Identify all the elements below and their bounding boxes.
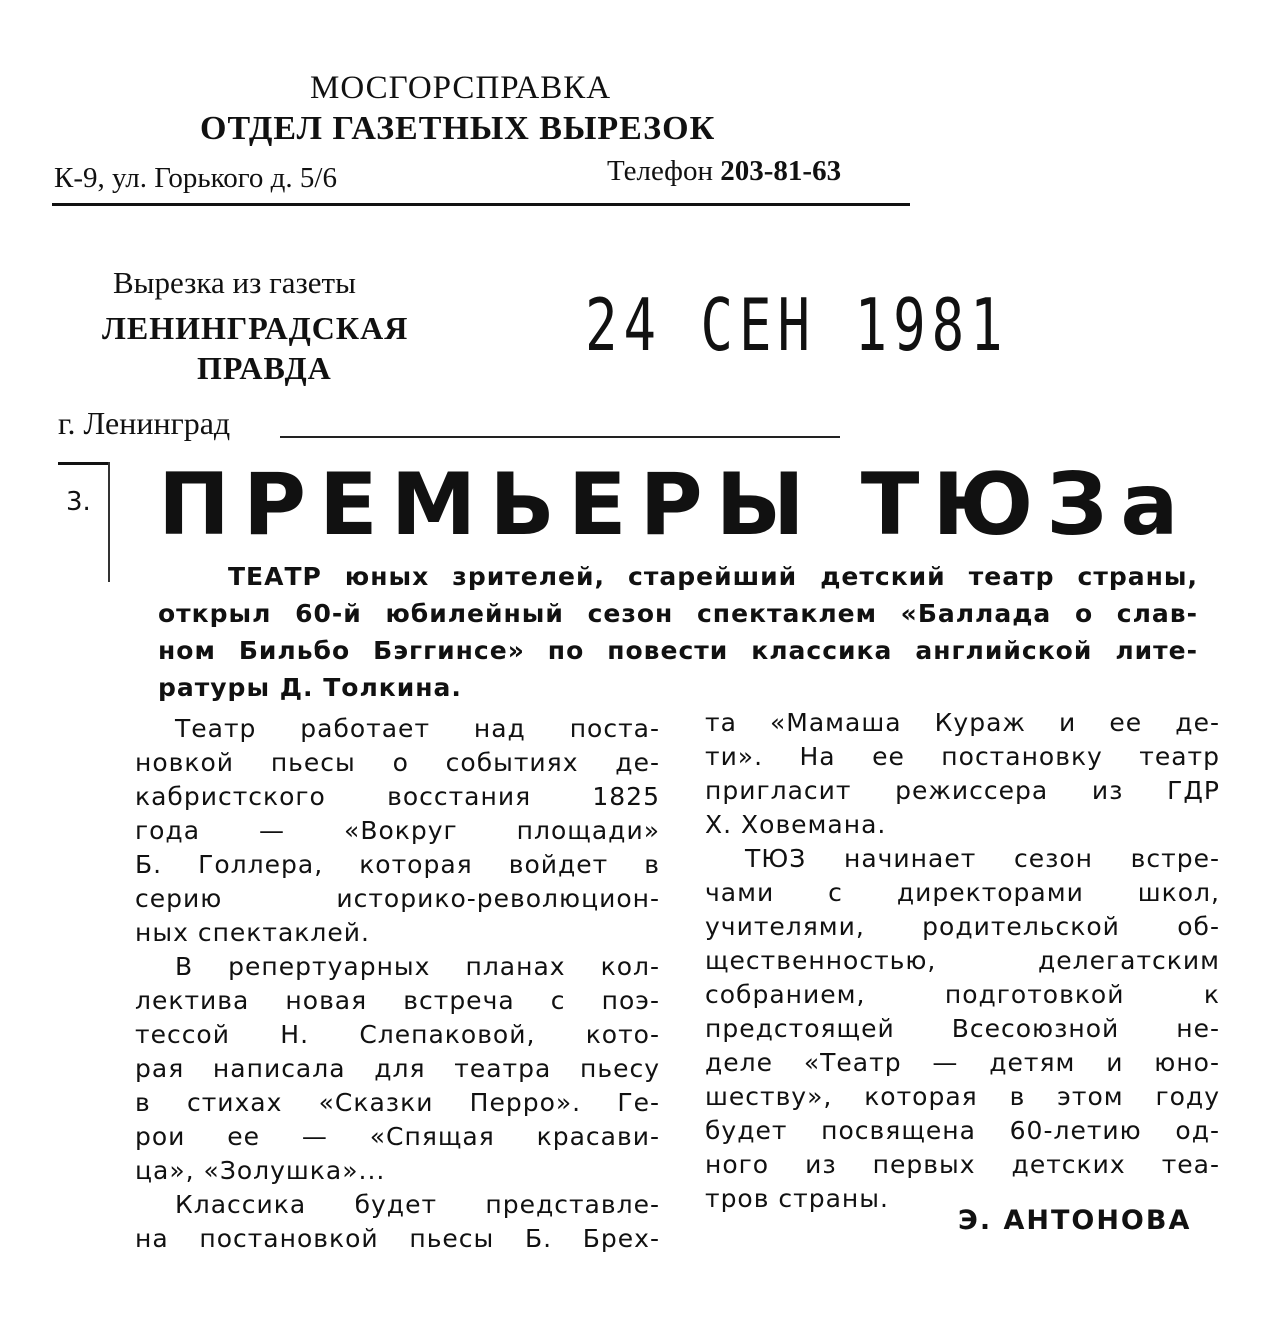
body-line: чами с директорами школ,	[705, 878, 1220, 907]
body-line: Театр работает над поста-	[175, 714, 660, 743]
newspaper-name-line1: ЛЕНИНГРАДСКАЯ	[102, 310, 409, 346]
body-line: та «Мамаша Кураж и ее де-	[705, 708, 1220, 737]
newspaper-name-line2: ПРАВДА	[197, 350, 332, 386]
article-column-right	[705, 706, 1220, 1216]
article-lead	[158, 558, 1198, 706]
body-line: ного из первых детских теа-	[705, 1150, 1220, 1179]
agency-address: К-9, ул. Горького д. 5/6	[54, 162, 337, 194]
header-divider	[52, 203, 910, 206]
body-line: новкой пьесы о событиях де-	[135, 748, 660, 777]
body-line: рая написала для театра пьесу	[135, 1054, 660, 1083]
lead-line: открыл 60-й юбилейный сезон спектаклем «Баллада о слав-	[158, 599, 1198, 628]
body-line: ных спектаклей.	[135, 918, 370, 947]
body-line: тессой Н. Слепаковой, кото-	[135, 1020, 660, 1049]
body-line: на постановкой пьесы Б. Брех-	[135, 1224, 660, 1253]
clipping-edge	[108, 462, 110, 582]
city-underline	[280, 436, 840, 438]
department-name: ОТДЕЛ ГАЗЕТНЫХ ВЫРЕЗОК	[200, 110, 716, 147]
article-signature: Э. АНТОНОВА	[958, 1205, 1192, 1236]
body-line: В репертуарных планах кол-	[175, 952, 660, 981]
body-line: собранием, подготовкой к	[705, 980, 1220, 1009]
body-line: рои ее — «Спящая красави-	[135, 1122, 660, 1151]
body-line: тров страны.	[705, 1184, 889, 1213]
body-line: Классика будет представле-	[175, 1190, 660, 1219]
lead-line: ратуры Д. Толкина.	[158, 673, 462, 702]
body-line: Б. Голлера, которая войдет в	[135, 850, 660, 879]
body-line: ти». На ее постановку театр	[705, 742, 1220, 771]
agency-name: МОСГОРСПРАВКА	[310, 70, 612, 106]
agency-phone	[607, 155, 841, 188]
body-line: Х. Ховемана.	[705, 810, 887, 839]
article-column-left	[135, 712, 660, 1256]
body-line: предстоящей Всесоюзной не-	[705, 1014, 1220, 1043]
lead-line: ном Бильбо Бэггинсе» по повести классика английской лите-	[158, 636, 1198, 665]
date-stamp: 24 СЕН 1981	[585, 283, 1009, 367]
body-line: в стихах «Сказки Перро». Ге-	[135, 1088, 660, 1117]
body-line: учителями, родительской об-	[705, 912, 1220, 941]
phone-number: 203-81-63	[720, 155, 842, 187]
body-line: шеству», которая в этом году	[705, 1082, 1220, 1111]
clipping-label: Вырезка из газеты	[113, 265, 356, 300]
body-line: пригласит режиссера из ГДР	[705, 776, 1220, 805]
city-label: г. Ленинград	[58, 405, 231, 441]
body-line: будет посвящена 60-летию од-	[705, 1116, 1220, 1145]
body-line: ца», «Золушка»...	[135, 1156, 386, 1185]
body-line: лектива новая встреча с поэ-	[135, 986, 660, 1015]
body-line: кабристского восстания 1825	[135, 782, 660, 811]
phone-label: Телефон	[607, 155, 713, 187]
body-line: щественностью, делегатским	[705, 946, 1220, 975]
page-rule	[58, 462, 110, 465]
body-line: года — «Вокруг площади»	[135, 816, 660, 845]
page-number: 3.	[66, 487, 91, 517]
body-line: ТЮЗ начинает сезон встре-	[745, 844, 1220, 873]
body-line: деле «Театр — детям и юно-	[705, 1048, 1220, 1077]
article-headline: ПРЕМЬЕРЫ ТЮЗа	[158, 455, 1192, 555]
lead-line: ТЕАТР юных зрителей, старейший детский театр страны,	[228, 562, 1198, 591]
body-line: серию историко-революцион-	[135, 884, 660, 913]
